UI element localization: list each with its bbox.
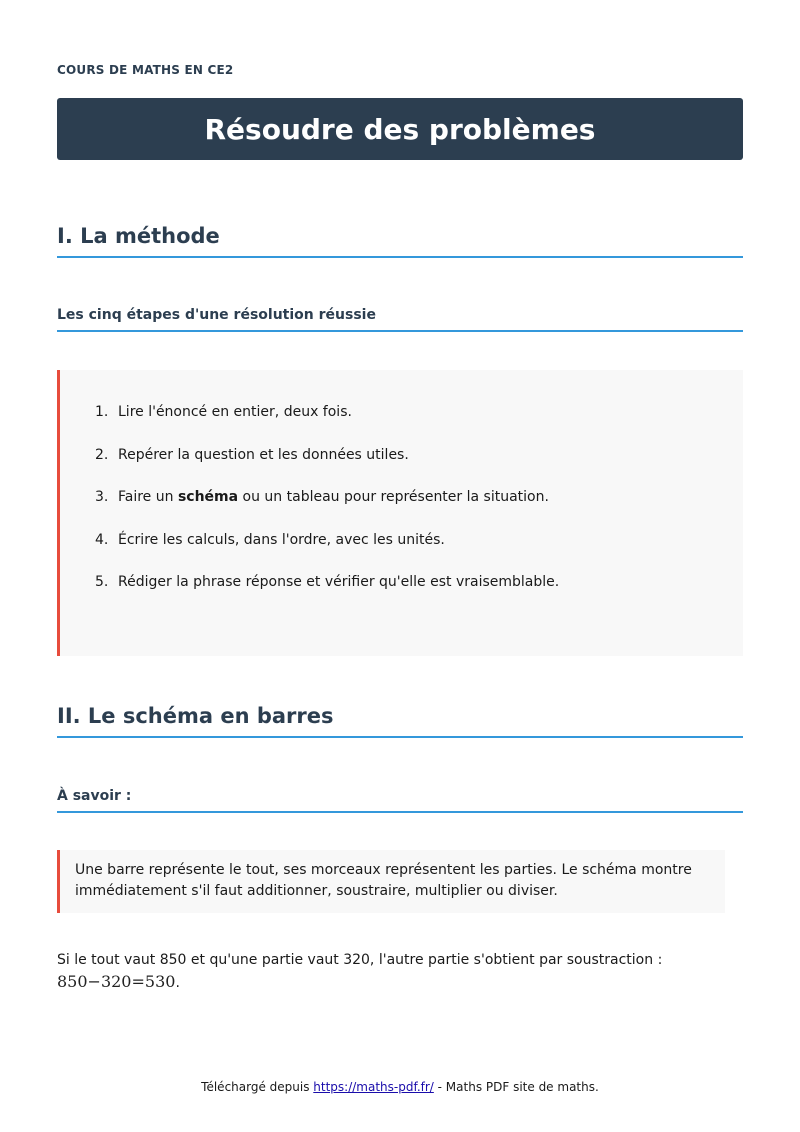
subsection-title-know: À savoir : [57,788,743,813]
example-text: Si le tout vaut 850 et qu'une partie vaut 320, l'autre partie s'obtient par soustraction : [57,952,663,968]
subsection-title-steps: Les cinq étapes d'une résolution réussie [57,307,743,332]
list-item [95,445,559,488]
step-number: 3. [95,489,109,505]
footer [0,1080,800,1094]
step-text: Repérer la question et les données utiles. [118,446,409,463]
footer-suffix: - Maths PDF site de maths. [433,1080,599,1094]
footer-prefix: Téléchargé depuis [201,1080,314,1094]
note-line-2: immédiatement s'il faut additionner, soustraire, multiplier ou diviser. [75,883,558,899]
step-text: Écrire les calculs, dans l'ordre, avec les unités. [118,531,445,548]
list-item [95,487,559,530]
course-label: COURS DE MATHS EN CE2 [57,63,234,77]
step-text: Lire l'énoncé en entier, deux fois. [118,404,352,420]
section-title-bar-diagram: II. Le schéma en barres [57,704,743,738]
step-text-bold: schéma [177,489,239,505]
steps-box [57,370,743,656]
step-number: 2. [95,446,109,463]
note-line-1: Une barre représente le tout, ses morceaux représentent les parties. Le schéma montre [75,862,692,878]
list-item [95,572,559,615]
step-number: 4. [95,531,109,548]
example-paragraph [57,950,743,994]
formula-end: . [175,975,180,991]
step-number: 5. [95,574,109,590]
page-title: Résoudre des problèmes [204,112,596,146]
section-title-method: I. La méthode [57,224,743,258]
step-text-before: Faire un [118,489,178,505]
step-text-after: ou un tableau pour représenter la situation. [238,489,549,505]
step-text [118,487,549,530]
list-item [95,402,559,445]
footer-link[interactable]: https://maths-pdf.fr/ [313,1080,434,1094]
list-item [95,530,559,573]
step-text: Rédiger la phrase réponse et vérifier qu'elle est vraisemblable. [118,574,560,590]
note-box [57,850,725,913]
title-banner [57,98,743,160]
step-number: 1. [95,404,109,420]
formula-line [57,971,743,994]
formula: 850−320=530 [57,972,176,991]
steps-list [95,402,559,615]
